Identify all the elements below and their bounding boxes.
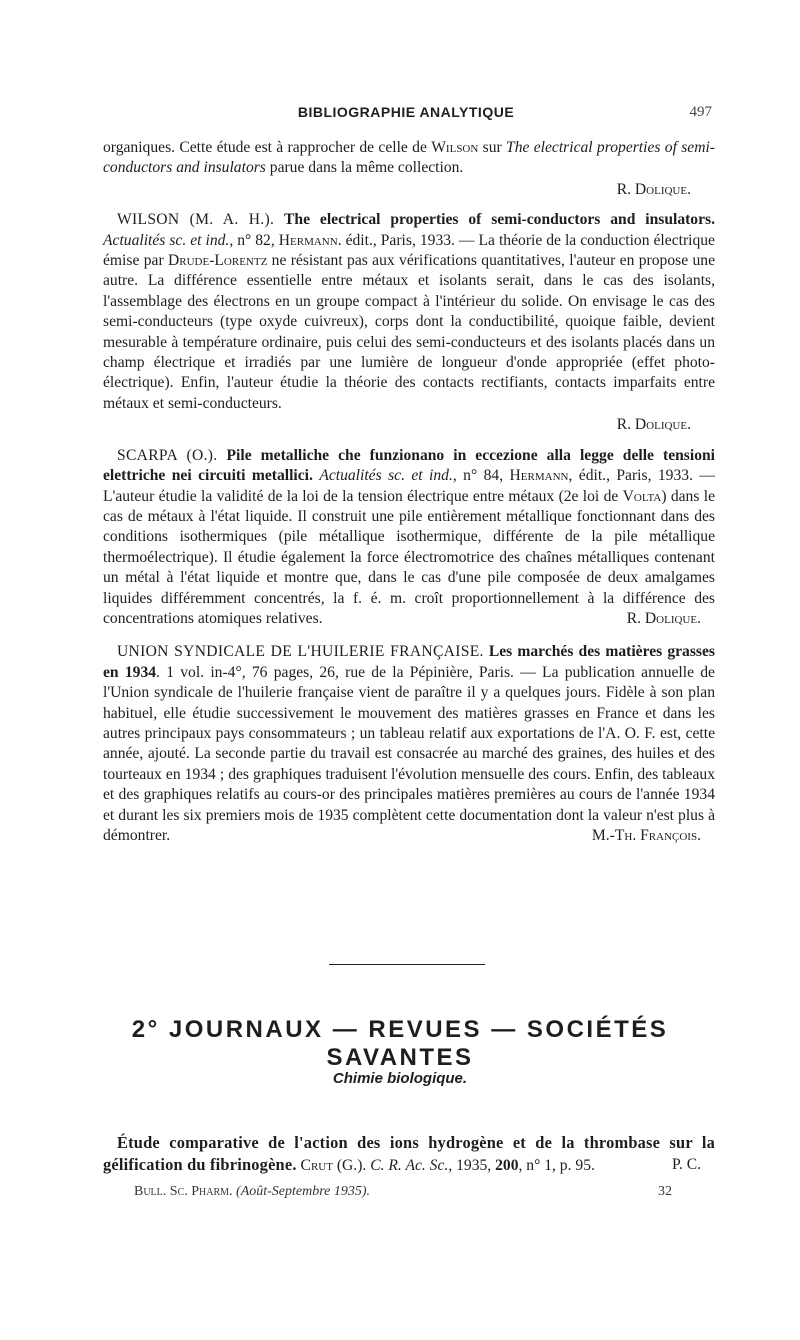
review-signature: M.-Th. François. xyxy=(591,827,701,844)
running-header xyxy=(100,104,712,126)
review-signature: R. Dolique. xyxy=(616,180,691,198)
entry-text: , édit., Paris, 1933. — L'auteur étudie la validité de la loi de la tension électrique entre métaux (2e loi de xyxy=(103,467,715,505)
entry-source: Actualités sc. et ind. xyxy=(319,467,453,485)
continuation-text: sur xyxy=(478,139,507,156)
entry-text: , n° 84, xyxy=(452,467,510,485)
entry-text: ne résistant pas aux vérifications quantitatives, l'auteur en propose une autre. La différence essentielle entre métaux et isolants serait, dans le cas des isolants, l'assemblage des électrons en un groupe compact à l'intérieur du solide. On envisage le cas des semi-conducteurs (type oxyde cuivreux), corps dont la conductibilité, quoique faible, devient mesurable à température ordinaire, puis celui des semi-conducteurs et des isolants placés dans un champ électrique et irradiés par une lumière de longueur d'onde appropriée (effet photo-électrique). Enfin, l'auteur étudie la théorie des contacts rectifiants, contacts imparfaits entre métaux et semi-conducteurs. xyxy=(103,252,715,412)
page-footer xyxy=(134,1184,672,1204)
review-signature: P. C. xyxy=(671,1155,701,1173)
entry-text: . 1 vol. in-4°, 76 pages, 26, rue de la Pépinière, Paris. — La publication annuelle de l'Union syndicale de l'huilerie française vient de paraître il y a quelques jours. Fidèle à son plan habituel, elle étudie successivement le mouvement des matières grasses en France et dans les autres principaux pays consommateurs ; un tableau relatif aux exportations de l'A. O. F. est, cette année, ajouté. La seconde partie du travail est consacrée au marché des graines, des huiles et des tourteaux en 1934 ; des graphiques traduisent l'évolution mensuelle des cours. Enfin, des tableaux et des graphiques relatifs au cours-or des principales matières premières au cours de l'année 1934 et durant les six premiers mois de 1935 complètent cette documentation dont la valeur n'est plus à démontrer. xyxy=(103,663,715,844)
entry-text: , n° 82, xyxy=(229,231,279,249)
entry-reference-name: Drude-Lorentz xyxy=(167,252,268,270)
entry-title: Les marchés des matières grasses en 1934 xyxy=(103,643,715,681)
entry-text: , n° 1, p. 95. xyxy=(518,1156,595,1174)
page-number: 497 xyxy=(689,104,712,120)
entry-title: Pile metalliche che funzionano in eccezione alla legge delle tensioni elettriche nei circuiti metallici. xyxy=(103,446,715,485)
bibliography-entry-wilson xyxy=(103,210,715,414)
continuation-paragraph xyxy=(103,138,715,179)
section-divider xyxy=(329,964,485,965)
continuation-text: parue dans la même collection. xyxy=(265,159,464,177)
footer-sheet-number: 32 xyxy=(658,1184,672,1199)
entry-volume: 200 xyxy=(495,1156,519,1174)
entry-text: (G.). xyxy=(332,1156,371,1174)
bibliography-entry-etude xyxy=(103,1132,715,1176)
entry-text: , 1935, xyxy=(448,1156,496,1174)
bibliography-entry-scarpa xyxy=(103,446,715,630)
bibliography-entry-union xyxy=(103,642,715,846)
bibliography-body xyxy=(103,138,715,859)
entry-publisher: Hermann xyxy=(278,231,338,249)
entry-reference-name: Volta xyxy=(622,487,662,505)
footer-journal-name: Bull. Sc. Pharm. xyxy=(134,1184,233,1199)
entry-title: Étude comparative de l'action des ions hydrogène et de la thrombase sur la gélification du fibrinogène. xyxy=(103,1132,715,1174)
entry-text: ) dans le cas de métaux à l'état liquide. Il construit une pile entièrement métallique fonctionnant dans des conditions isothermiques (pile métallique isothermique, différente de la pile métallique thermoélectrique). Il étudie également la force électromotrice des chaînes métalliques contenant un métal à l'état liquide et montre que, dans le cas d'une pile composée de deux amalgames liquides différemment concentrés, la f. é. m. croît proportionnellement à la différence des concentrations atomiques relatives. xyxy=(103,487,715,627)
review-signature: R. Dolique. xyxy=(616,416,691,434)
footer-issue: (Août-Septembre 1935). xyxy=(236,1184,371,1199)
running-title: BIBLIOGRAPHIE ANALYTIQUE xyxy=(297,104,515,120)
entry-author: UNION SYNDICALE DE L'HUILERIE FRANÇAISE. xyxy=(117,643,484,661)
entry-source: C. R. Ac. Sc. xyxy=(370,1156,449,1174)
section-heading: 2° JOURNAUX — REVUES — SOCIÉTÉS SAVANTES xyxy=(131,1016,669,1071)
entry-author: WILSON (M. A. H.). xyxy=(117,211,275,229)
entry-title: The electrical properties of semi-conductors and insulators. xyxy=(284,211,715,229)
entry-text: . édit., Paris, 1933. — La théorie de la conduction électrique émise par xyxy=(103,231,715,270)
entry-author: Crut xyxy=(300,1156,333,1174)
entry-source: Actualités sc. et ind. xyxy=(103,231,230,249)
entry-author: SCARPA (O.). xyxy=(117,446,218,464)
continuation-text: organiques. Cette étude est à rapprocher de celle de xyxy=(103,139,432,156)
subsection-heading: Chimie biologique. xyxy=(332,1070,468,1087)
footer-journal xyxy=(134,1184,370,1200)
continuation-title-ref: The electrical properties of semi-conductors and insulators xyxy=(103,139,716,177)
entry-publisher: Hermann xyxy=(509,467,569,485)
continuation-author-ref: Wilson xyxy=(431,139,479,156)
review-signature: R. Dolique. xyxy=(626,609,701,627)
